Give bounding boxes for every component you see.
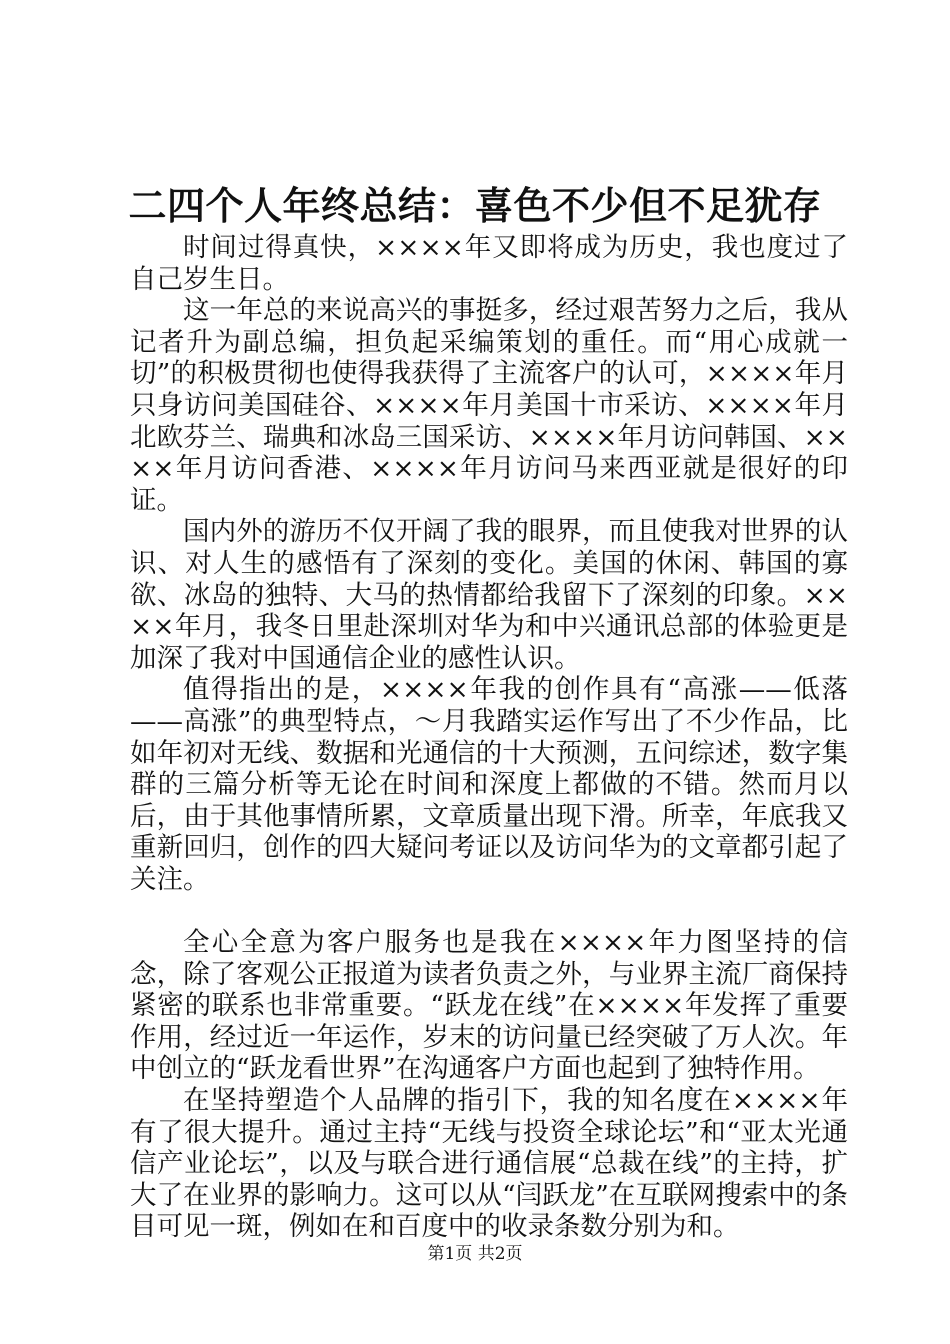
document-body bbox=[130, 232, 848, 1243]
paragraph-6: 在坚持塑造个人品牌的指引下，我的知名度在××××年有了很大提升。通过主持“无线与投资全球论坛”和“亚太光通信产业论坛”，以及与联合进行通信展“总裁在线”的主持，扩大了在业界的影响力。这可以从“闫跃龙”在互联网搜索中的条目可见一斑，例如在和百度中的收录条数分别为和。 bbox=[130, 1085, 848, 1243]
paragraph-4: 值得指出的是，××××年我的创作具有“高涨——低落——高涨”的典型特点，～月我踏实运作写出了不少作品，比如年初对无线、数据和光通信的十大预测，五问综述，数字集群的三篇分析等无论在时间和深度上都做的不错。然而月以后，由于其他事情所累，文章质量出现下滑。所幸，年底我又重新回归，创作的四大疑问考证以及访问华为的文章都引起了关注。 bbox=[130, 674, 848, 895]
paragraph-1: 时间过得真快，××××年又即将成为历史，我也度过了自己岁生日。 bbox=[130, 232, 848, 295]
paragraph-2: 这一年总的来说高兴的事挺多，经过艰苦努力之后，我从记者升为副总编，担负起采编策划的重任。而“用心成就一切”的积极贯彻也使得我获得了主流客户的认可，××××年月只身访问美国硅谷、××××年月美国十市采访、××××年月北欧芬兰、瑞典和冰岛三国采访、××××年月访问韩国、××××年月访问香港、××××年月访问马来西亚就是很好的印证。 bbox=[130, 295, 848, 516]
paragraph-3: 国内外的游历不仅开阔了我的眼界，而且使我对世界的认识、对人生的感悟有了深刻的变化。美国的休闲、韩国的寡欲、冰岛的独特、大马的热情都给我留下了深刻的印象。××××年月，我冬日里赴深圳对华为和中兴通讯总部的体验更是加深了我对中国通信企业的感性认识。 bbox=[130, 516, 848, 674]
page-number-footer: 第1页 共2页 bbox=[427, 1244, 523, 1264]
document-title: 二四个人年终总结：喜色不少但不足犹存 bbox=[128, 184, 822, 228]
paragraph-spacer bbox=[130, 895, 848, 927]
paragraph-5: 全心全意为客户服务也是我在××××年力图坚持的信念，除了客观公正报道为读者负责之外，与业界主流厂商保持紧密的联系也非常重要。“跃龙在线”在××××年发挥了重要作用，经过近一年运作，岁末的访问量已经突破了万人次。年中创立的“跃龙看世界”在沟通客户方面也起到了独特作用。 bbox=[130, 927, 848, 1085]
